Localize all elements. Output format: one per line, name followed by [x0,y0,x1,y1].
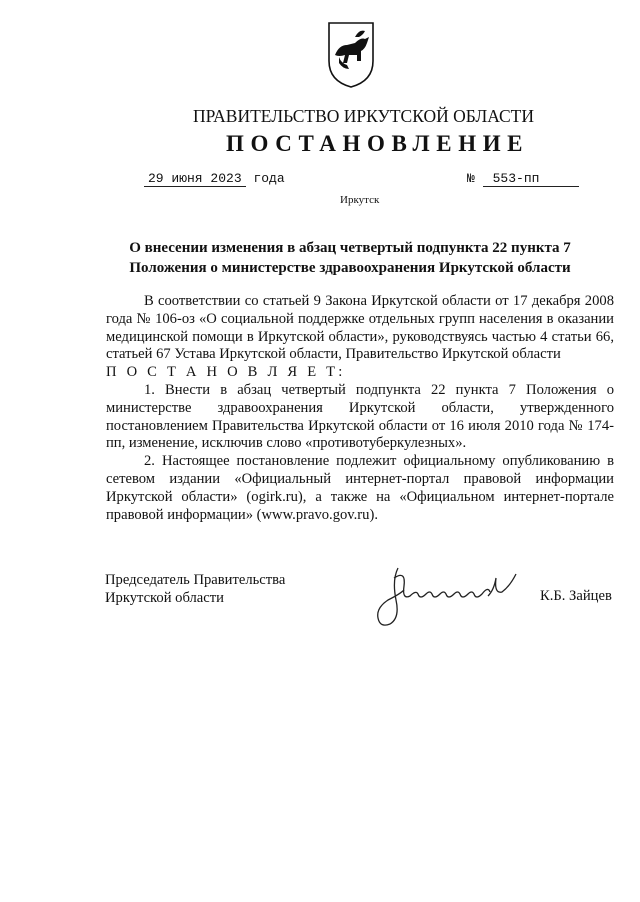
document-type: ПОСТАНОВЛЕНИЕ [226,131,530,156]
document-body [106,293,614,524]
number-value: 553-пп [483,171,579,187]
city: Иркутск [340,194,380,206]
handwritten-signature-icon [370,560,530,640]
position-line-2: Иркутской области [105,590,224,606]
preamble-paragraph: В соответствии со статьей 9 Закона Иркутской области от 17 декабря 2008 года № 106-оз «О социальной поддержке отдельных групп населения в оказании медицинской помощи в Иркутской области», руководствуясь частью 4 статьи 66, статьей 67 Устава Иркутской области, Правительство Иркутской области [106,293,614,363]
item-2-paragraph: 2. Настоящее постановление подлежит официальному опубликованию в сетевом издании «Официальный интернет-портал правовой информации Иркутской области» (ogirk.ru), а также на «Официальном интернет-портале правовой информации» (www.pravo.gov.ru). [106,453,614,523]
date-value: 29 июня 2023 [144,171,246,187]
subject-line-2: Положения о министерстве здравоохранения Иркутской области [129,260,571,276]
irkutsk-coat-of-arms-icon [325,15,377,89]
position-line-1: Председатель Правительства [105,572,286,588]
date-suffix: года [253,171,285,186]
signatory-name: К.Б. Зайцев [540,588,612,604]
signatory-position [105,571,285,607]
subject-line-1: О внесении изменения в абзац четвертый подпункта 22 пункта 7 [129,240,571,256]
document-number [467,171,579,187]
document-subject [110,238,590,278]
decree-heading: П О С Т А Н О В Л Я Е Т: [106,364,346,381]
government-name: ПРАВИТЕЛЬСТВО ИРКУТСКОЙ ОБЛАСТИ [193,106,534,126]
number-prefix: № [467,171,475,186]
document-date [144,171,285,187]
item-1-paragraph: 1. Внести в абзац четвертый подпункта 22 пункта 7 Положения о министерстве здравоохранения Иркутской области, утвержденного постановлением Правительства Иркутской области от 16 июля 2010 года № 174-пп, изменение, исключив слово «противотуберкулезных». [106,381,614,452]
